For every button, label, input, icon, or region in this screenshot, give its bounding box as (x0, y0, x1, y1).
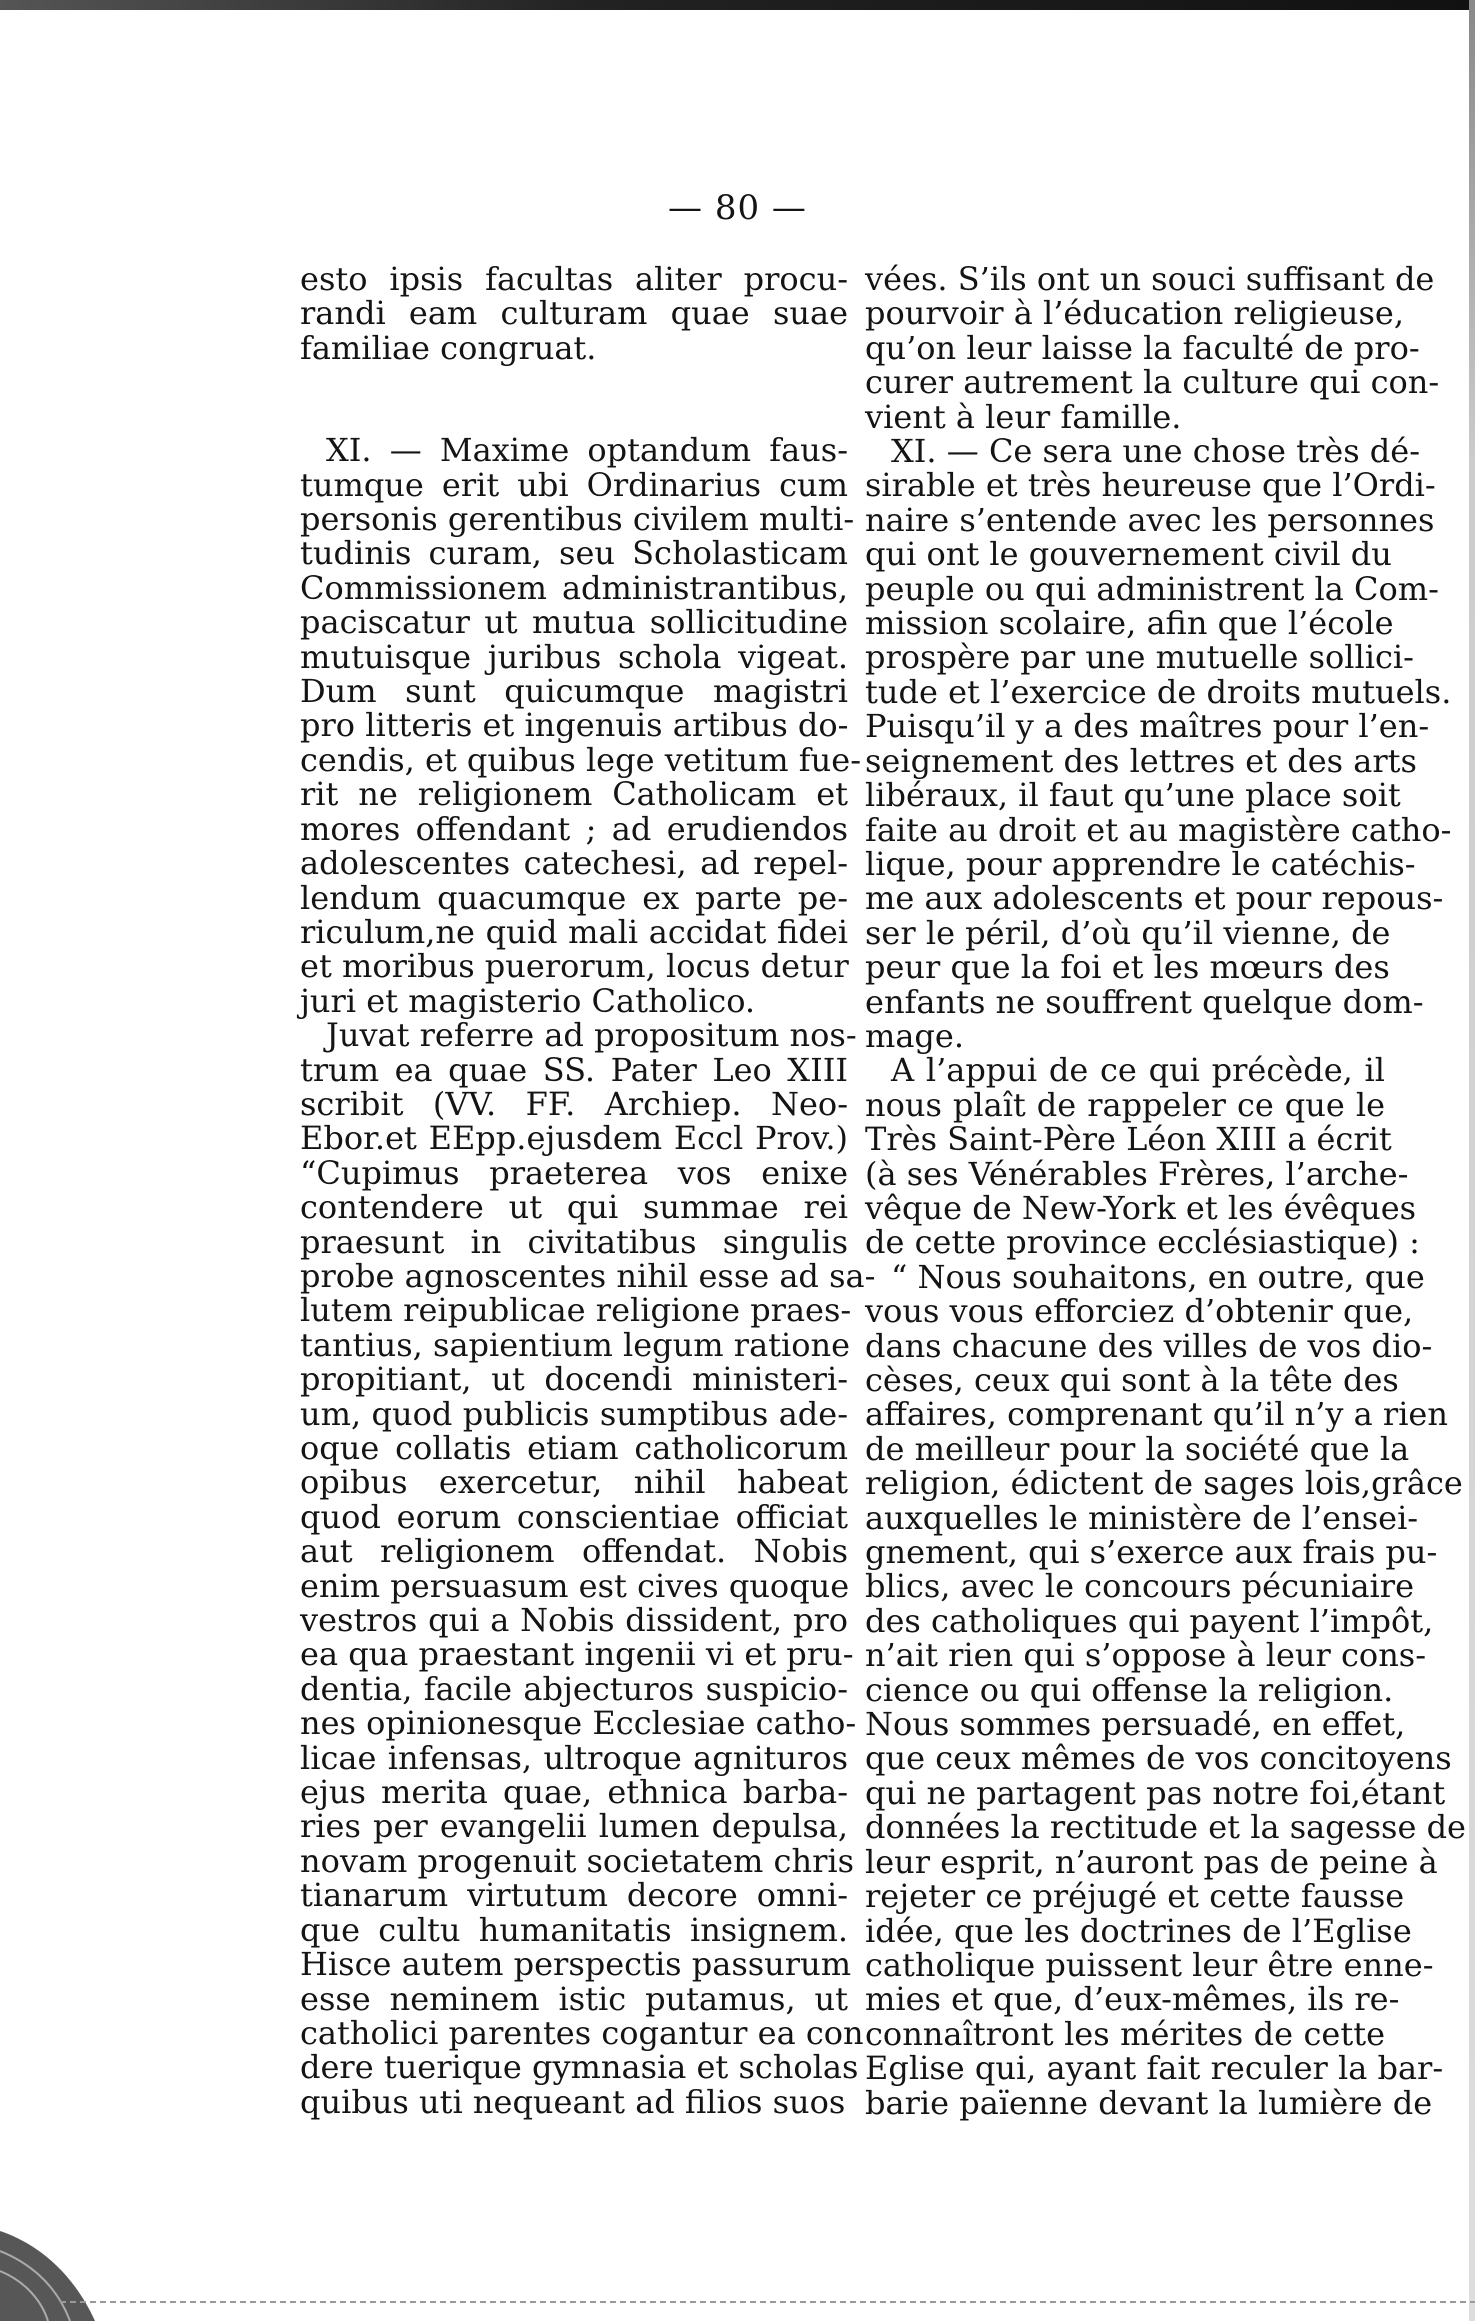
text-line: des catholiques qui payent l’impôt, (865, 1601, 1434, 1640)
text-line: qui ont le gouvernement civil du (865, 535, 1392, 574)
text-line: adolescentes catechesi, ad repel- (300, 844, 848, 883)
text-line: Ebor.et EEpp.ejusdem Eccl Prov.) (300, 1119, 848, 1158)
page-number: — 80 — (668, 188, 807, 228)
text-line: seignement des lettres et des arts (865, 741, 1417, 780)
text-line: contendere ut qui summae rei (300, 1188, 848, 1227)
page-right-edge (1469, 0, 1475, 2321)
text-line: que ceux mêmes de vos concitoyens (865, 1739, 1452, 1778)
corner-stain (0, 2211, 110, 2321)
text-line: curer autrement la culture qui con- (865, 363, 1440, 402)
text-line: enim persuasum est cives quoque (300, 1566, 850, 1605)
text-line: peuple ou qui administrent la Com- (865, 569, 1439, 608)
text-line: et moribus puerorum, locus detur (300, 947, 849, 986)
latin-column (300, 260, 876, 2121)
text-line: qui ne partagent pas notre foi,étant (865, 1773, 1446, 1812)
text-line: rit ne religionem Catholicam et (300, 775, 848, 814)
text-line: blics, avec le concours pécuniaire (865, 1567, 1414, 1606)
text-line: pro litteris et ingenuis artibus do- (300, 706, 849, 745)
text-line: nous plaît de rappeler ce que le (865, 1085, 1385, 1124)
text-line: idée, que les doctrines de l’Eglise (865, 1911, 1412, 1950)
text-line: XI. — Ce sera une chose très dé- (891, 432, 1421, 471)
text-line: quibus uti nequeant ad filios suos (300, 2082, 846, 2121)
text-line: Très Saint-Père Léon XIII a écrit (865, 1120, 1392, 1159)
text-line: Puisqu’il y a des maîtres pour l’en- (865, 707, 1430, 746)
text-line: ries per evangelii lumen depulsa, (300, 1807, 848, 1846)
text-line: vient à leur famille. (865, 397, 1182, 436)
text-line: tumque erit ubi Ordinarius cum (300, 465, 848, 504)
text-line: cience ou qui offense la religion. (865, 1670, 1394, 1709)
text-line: um, quod publicis sumptibus ade- (300, 1394, 848, 1433)
text-line: juri et magisterio Catholico. (300, 981, 756, 1020)
text-line: mutuisque juribus schola vigeat. (300, 637, 848, 676)
text-line: mores offendant ; ad erudiendos (300, 809, 848, 848)
text-line: aut religionem offendat. Nobis (300, 1532, 848, 1571)
text-line: (à ses Vénérables Frères, l’arche- (865, 1154, 1409, 1193)
text-line: “Cupimus praeterea vos enixe (300, 1153, 848, 1192)
text-line: nes opinionesque Ecclesiae catho- (300, 1704, 857, 1743)
text-line: dere tuerique gymnasia et scholas (300, 2048, 859, 2087)
text-line: scribit (VV. FF. Archiep. Neo- (300, 1084, 848, 1123)
text-line: catholici parentes cogantur ea con (300, 2013, 864, 2052)
text-line: vestros qui a Nobis dissident, pro (300, 1601, 848, 1640)
text-line: leur esprit, n’auront pas de peine à (865, 1842, 1438, 1881)
text-line: de meilleur pour la société que la (865, 1429, 1410, 1468)
text-line: randi eam culturam quae suae (300, 294, 848, 333)
text-line: propitiant, ut docendi ministeri- (300, 1360, 848, 1399)
text-line: paciscatur ut mutua sollicitudine (300, 603, 848, 642)
text-line: ser le péril, d’où qu’il vienne, de (865, 913, 1391, 952)
text-line: XI. — Maxime optandum faus- (326, 431, 848, 470)
bottom-edge (60, 2301, 1475, 2303)
text-line: me aux adolescents et pour repous- (865, 879, 1444, 918)
text-line: auxquelles le ministère de l’ensei- (865, 1498, 1419, 1537)
text-line: A l’appui de ce qui précède, il (891, 1051, 1385, 1090)
text-line: données la rectitude et la sagesse de (865, 1808, 1466, 1847)
text-line: naire s’entende avec les personnes (865, 500, 1435, 539)
text-line: dentia, facile abjecturos suspicio- (300, 1669, 848, 1708)
text-line: lutem reipublicae religione praes- (300, 1291, 852, 1330)
text-line: opibus exercetur, nihil habeat (300, 1463, 848, 1502)
text-line: riculum,ne quid mali accidat fidei (300, 912, 848, 951)
text-line: vées. S’ils ont un souci suffisant de (865, 260, 1435, 298)
text-line: mage. (865, 1016, 965, 1055)
text-line: ea qua praestant ingenii vi et pru- (300, 1635, 854, 1674)
text-line: catholique puissent leur être enne- (865, 1945, 1434, 1984)
text-line: de cette province ecclésiastique) : (865, 1223, 1420, 1262)
text-line: n’ait rien qui s’oppose à leur cons- (865, 1636, 1427, 1675)
text-line: dans chacune des villes de vos dio- (865, 1326, 1433, 1365)
text-line: lique, pour apprendre le catéchis- (865, 844, 1416, 883)
text-line: novam progenuit societatem chris (300, 1841, 855, 1880)
text-line: affaires, comprenant qu’il n’y a rien (865, 1395, 1448, 1434)
text-line: mission scolaire, afin que l’école (865, 604, 1394, 643)
text-line: enfants ne souffrent quelque dom- (865, 982, 1424, 1021)
text-line: libéraux, il faut qu’une place soit (865, 776, 1401, 815)
text-line: esse neminem istic putamus, ut (300, 1979, 848, 2018)
text-line: gnement, qui s’exerce aux frais pu- (865, 1533, 1438, 1572)
text-line: Commissionem administrantibus, (300, 568, 848, 607)
text-line: lendum quacumque ex parte pe- (300, 878, 848, 917)
text-line: Hisce autem perspectis passurum (300, 1945, 852, 1984)
text-line: ejus merita quae, ethnica barba- (300, 1773, 848, 1812)
text-line: tianarum virtutum decore omni- (300, 1876, 848, 1915)
text-line: tudinis curam, seu Scholasticam (300, 534, 848, 573)
text-line: praesunt in civitatibus singulis (300, 1222, 848, 1261)
french-column (865, 260, 1466, 2122)
text-line: connaîtront les mérites de cette (865, 2014, 1385, 2053)
text-line: cèses, ceux qui sont à la tête des (865, 1361, 1399, 1399)
text-line: prospère par une mutuelle sollici- (865, 638, 1414, 677)
text-line: cendis, et quibus lege vetitum fue- (300, 740, 861, 779)
text-line: esto ipsis facultas aliter procu- (300, 260, 848, 298)
text-line: licae infensas, ultroque agnituros (300, 1738, 848, 1777)
page-top-edge (0, 0, 1475, 10)
text-line: vous vous efforciez d’obtenir que, (865, 1292, 1414, 1331)
text-line: que cultu humanitatis insignem. (300, 1910, 848, 1949)
text-line: quod eorum conscientiae officiat (300, 1497, 848, 1536)
paragraph-gap (300, 365, 848, 433)
text-line: qu’on leur laisse la faculté de pro- (865, 328, 1420, 367)
text-line: rejeter ce préjugé et cette fausse (865, 1877, 1405, 1916)
text-line: pourvoir à l’éducation religieuse, (865, 294, 1405, 333)
text-line: tude et l’exercice de droits mutuels. (865, 672, 1452, 711)
text-line: religion, édictent de sages lois,grâce (865, 1464, 1463, 1503)
text-line: “ Nous souhaitons, en outre, que (891, 1257, 1425, 1296)
text-line: Nous sommes persuadé, en effet, (865, 1705, 1406, 1744)
text-line: tantius, sapientium legum ratione (300, 1325, 851, 1364)
text-line: barie païenne devant la lumière de (865, 2083, 1433, 2122)
text-line: sirable et très heureuse que l’Ordi- (865, 466, 1436, 505)
text-line: probe agnoscentes nihil esse ad sa- (300, 1256, 876, 1295)
text-line: oque collatis etiam catholicorum (300, 1429, 848, 1467)
text-line: trum ea quae SS. Pater Leo XIII (300, 1050, 848, 1089)
text-line: personis gerentibus civilem multi- (300, 500, 855, 539)
text-line: peur que la foi et les mœurs des (865, 948, 1390, 987)
text-line: familiae congruat. (300, 328, 597, 367)
text-line: vêque de New-York et les évêques (865, 1188, 1417, 1227)
text-line: faite au droit et au magistère catho- (865, 810, 1452, 849)
text-line: Juvat referre ad propositum nos- (326, 1016, 857, 1055)
text-line: Dum sunt quicumque magistri (300, 672, 848, 711)
text-line: mies et que, d’eux-mêmes, ils re- (865, 1980, 1400, 2019)
text-line: Eglise qui, ayant fait reculer la bar- (865, 2049, 1444, 2088)
